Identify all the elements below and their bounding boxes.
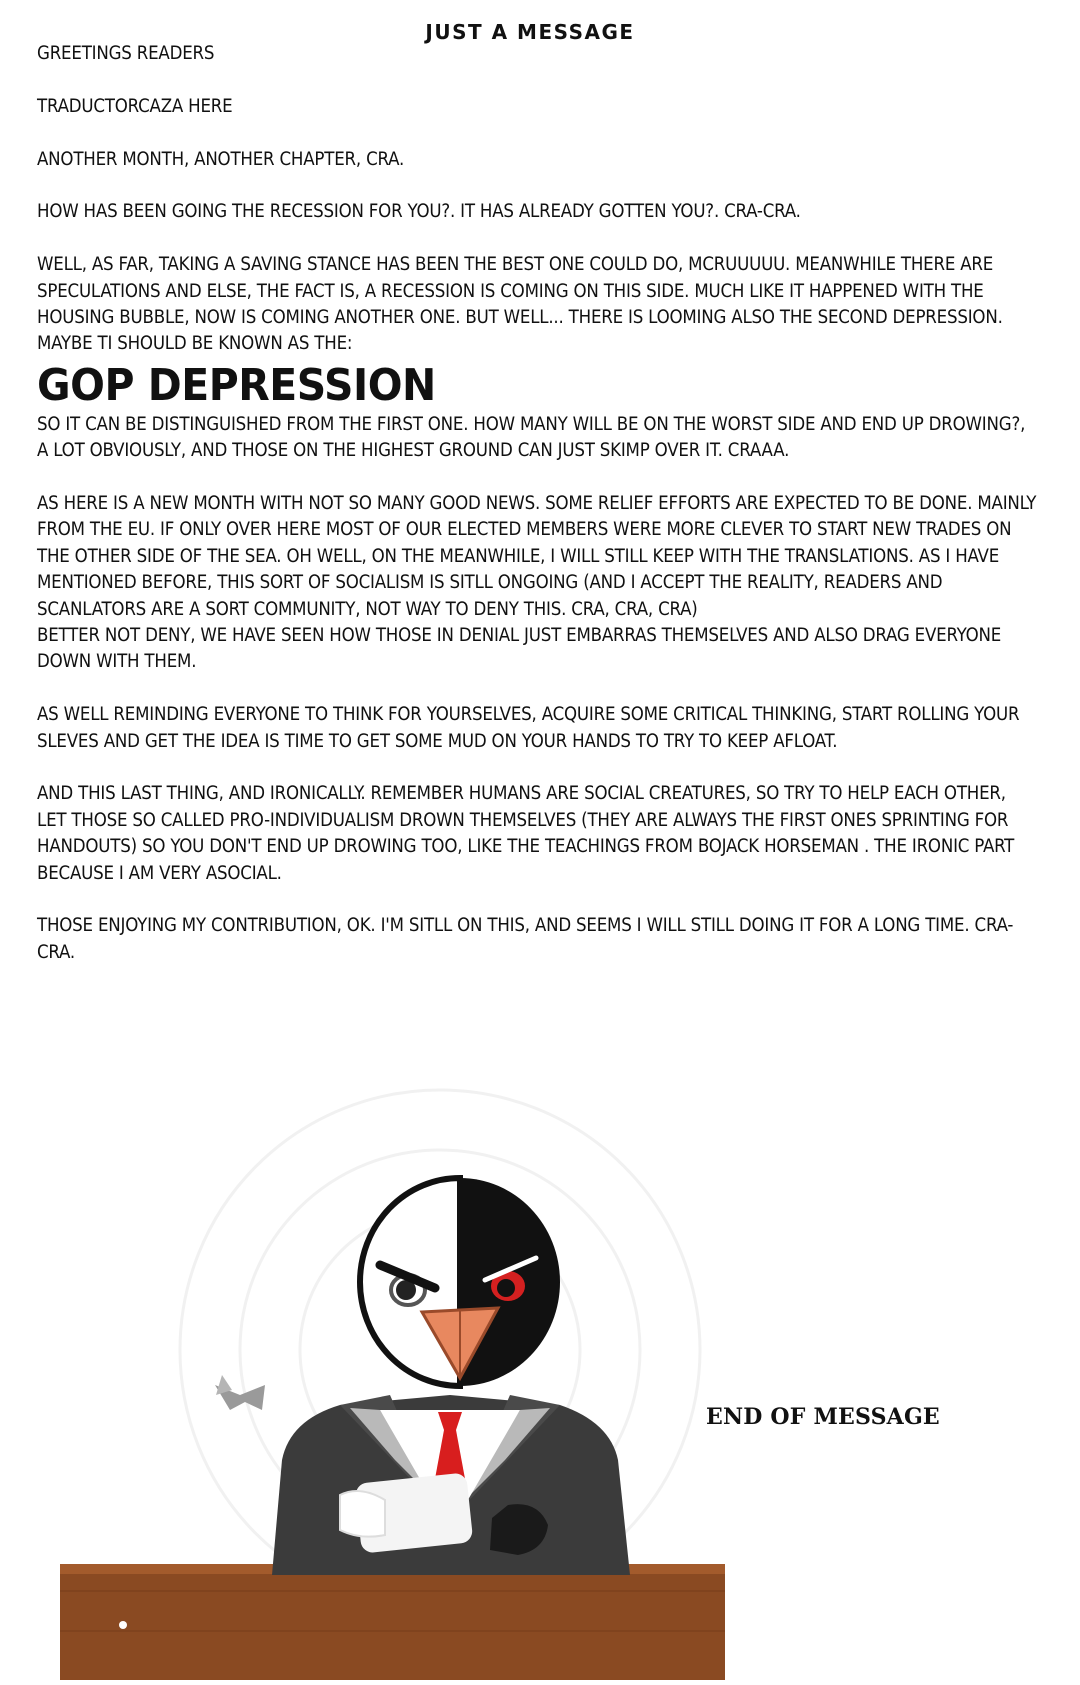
social-creatures-paragraph: AND THIS LAST THING, AND IRONICALLY. REMEMBER HUMANS ARE SOCIAL CREATURES, SO TRY TO HELP EACH OTHER, LET THOSE SO CALLED PRO-INDIVIDUALISM DROWN THEMSELVES (THEY ARE ALWAYS THE FIRST ONES SPRINTING FOR HANDOUTS) SO YOU DON'T END UP DROWING TOO, LIKE THE TEACHINGS FROM BOJACK HORSEMAN . THE IRONIC PART BECAUSE I AM VERY ASOCIAL. [37, 783, 1020, 884]
author-paragraph: TRADUCTORCAZA HERE [37, 95, 233, 117]
headline-gop-depression: GOP DEPRESSION [37, 359, 436, 411]
desk-dot [119, 1621, 127, 1629]
end-of-message-label: END OF MESSAGE [706, 1404, 940, 1430]
saving-stance-paragraph: WELL, AS FAR, TAKING A SAVING STANCE HAS BEEN THE BEST ONE COULD DO, MCRUUUUU. MEANWHILE THERE ARE SPECULATIONS AND ELSE, THE FACT IS, A RECESSION IS COMING ON THIS SIDE. MUCH LIKE IT HAPPENED WITH THE HOUSING BUBBLE, NOW IS COMING ANOTHER ONE. BUT WELL... THERE IS LOOMING ALSO THE SECOND DEPRESSION. MAYBE TI SHOULD BE KNOWN AS THE: [37, 254, 1008, 355]
bird-mask-head [360, 1178, 560, 1386]
recession-question-paragraph: HOW HAS BEEN GOING THE RECESSION FOR YOU?. IT HAS ALREADY GOTTEN YOU?. CRA-CRA. [37, 201, 801, 223]
chapter-paragraph: ANOTHER MONTH, ANOTHER CHAPTER, CRA. [37, 148, 405, 170]
contribution-paragraph: THOSE ENJOYING MY CONTRIBUTION, OK. I'M SITLL ON THIS, AND SEEMS I WILL STILL DOING IT FOR A LONG TIME. CRA-CRA. [37, 915, 1014, 963]
bird-mask-presenter-icon [40, 990, 750, 1680]
denial-paragraph: BETTER NOT DENY, WE HAVE SEEN HOW THOSE IN DENIAL JUST EMBARRAS THEMSELVES AND ALSO DRAG EVERYONE DOWN WITH THEM. [37, 625, 1007, 673]
greeting-paragraph: GREETINGS READERS [37, 43, 215, 64]
critical-thinking-paragraph: AS WELL REMINDING EVERYONE TO THINK FOR YOURSELVES, ACQUIRE SOME CRITICAL THINKING, START ROLLING YOUR SLEVES AND GET THE IDEA IS TIME TO GET SOME MUD ON YOUR HANDS TO TRY TO KEEP AFLOAT. [37, 704, 1025, 752]
desk [60, 1564, 725, 1680]
new-month-paragraph: AS HERE IS A NEW MONTH WITH NOT SO MANY GOOD NEWS. SOME RELIEF EFFORTS ARE EXPECTED TO BE DONE. MAINLY FROM THE EU. IF ONLY OVER HERE MOST OF OUR ELECTED MEMBERS WERE MORE CLEVER TO START NEW TRADES ON THE OTHER SIDE OF THE SEA. OH WELL, ON THE MEANWHILE, I WILL STILL KEEP WITH THE TRANSLATIONS. AS I HAVE MENTIONED BEFORE, THIS SORT OF SOCIALISM IS SITLL ONGOING (AND I ACCEPT THE REALITY, READERS AND SCANLATORS ARE A SORT COMMUNITY, NOT WAY TO DENY THIS. CRA, CRA, CRA) [37, 493, 1042, 620]
distinguished-paragraph: SO IT CAN BE DISTINGUISHED FROM THE FIRST ONE. HOW MANY WILL BE ON THE WORST SIDE AND END UP DROWING?, A LOT OBVIOUSLY, AND THOSE ON THE HIGHEST GROUND CAN JUST SKIMP OVER IT. CRAAA. [37, 413, 1031, 462]
message-body [37, 41, 1042, 966]
page-title: JUST A MESSAGE [425, 20, 635, 44]
